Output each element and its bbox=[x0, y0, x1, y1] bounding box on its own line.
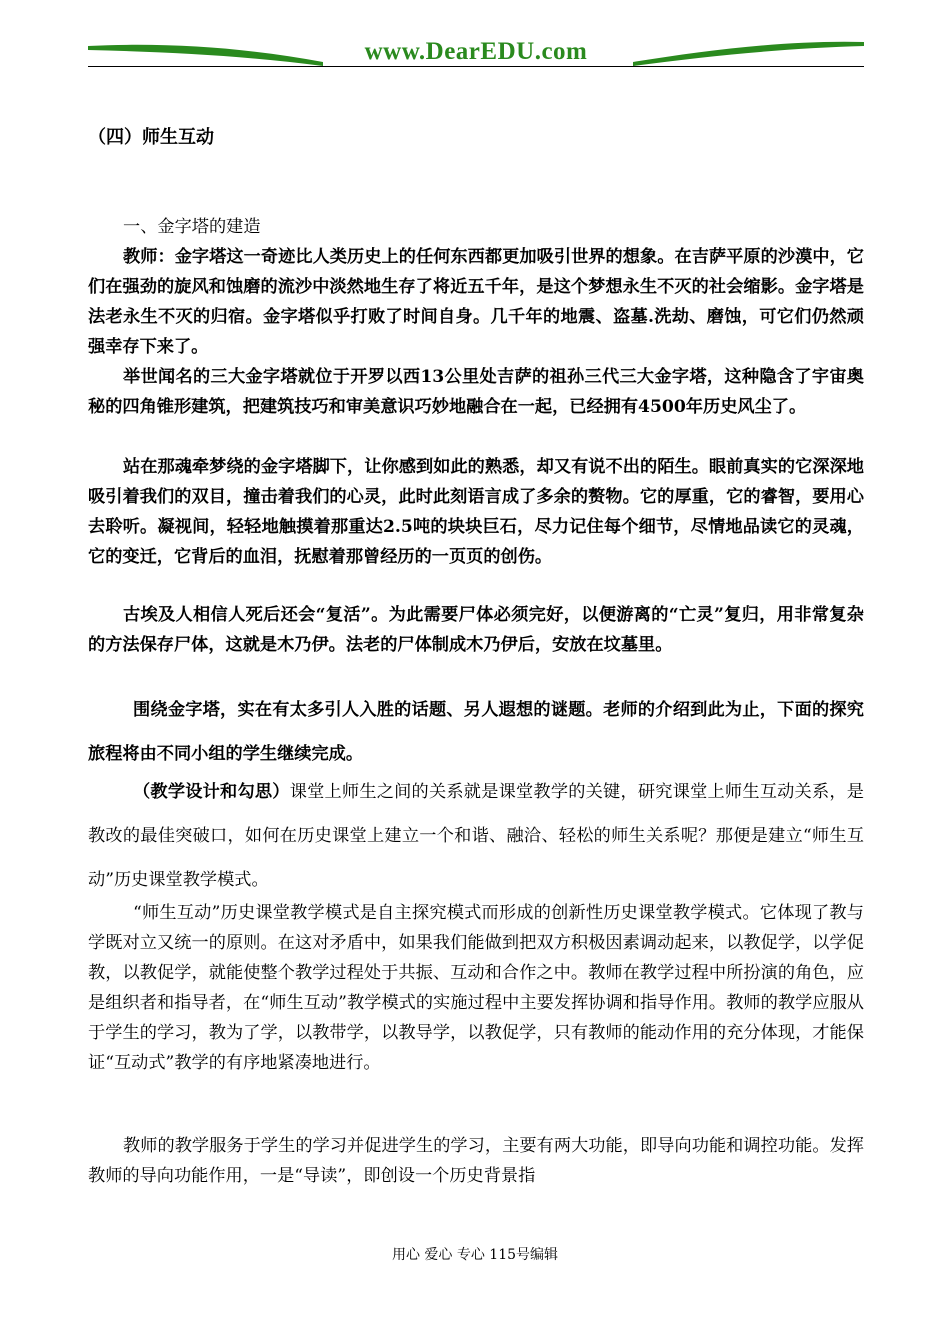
paragraph-transition: 围绕金字塔，实在有太多引人入胜的话题、另人遐想的谜题。老师的介绍到此为止，下面的探究旅程将由不同小组的学生继续完成。 bbox=[88, 700, 864, 764]
paragraph-standing-at-pyramid: 站在那魂牵梦绕的金字塔脚下，让你感到如此的熟悉，却又有说不出的陌生。眼前真实的它深深地吸引着我们的双目，撞击着我们的心灵，此时此刻语言成了多余的赘物。它的厚重，它的睿智，要用心去聆听。凝视间，轻轻地触摸着那重达2.5吨的块块巨石，尽力记住每个细节，尽情地品读它的灵魂，它的变迁，它背后的血泪，抚慰着那曾经历的一页页的创伤。 bbox=[88, 457, 864, 567]
paragraph-three-pyramids: 举世闻名的三大金字塔就位于开罗以西13公里处吉萨的祖孙三代三大金字塔，这种隐含了宇宙奥秘的四角锥形建筑，把建筑技巧和审美意识巧妙地融合在一起，已经拥有4500年历史风尘了。 bbox=[88, 367, 865, 417]
paragraph-mummies: 古埃及人相信人死后还会“复活”。为此需要尸体必须完好，以便游离的“亡灵”复归，用非常复杂的方法保存尸体，这就是木乃伊。法老的尸体制成木乃伊后，安放在坟墓里。 bbox=[88, 605, 864, 655]
design-idea-label: （教学设计和勾思） bbox=[133, 782, 290, 802]
paragraph-teacher-functions: 教师的教学服务于学生的学习并促进学生的学习，主要有两大功能，即导向功能和调控功能。发挥教师的导向功能作用，一是“导读”，即创设一个历史背景指 bbox=[88, 1136, 864, 1186]
subheading: 一、金字塔的建造 bbox=[123, 217, 261, 237]
page-footer: 用心 爱心 专心 115号编辑 bbox=[391, 1247, 559, 1263]
design-idea-text: 课堂上师生之间的关系就是课堂教学的关键，研究课堂上师生互动关系，是教改的最佳突破口，如何在历史课堂上建立一个和谐、融洽、轻松的师生关系呢？那便是建立“师生互动”历史课堂教学模式。 bbox=[88, 782, 864, 890]
paragraph-design-idea bbox=[88, 770, 864, 902]
paragraph-interaction-model: “师生互动”历史课堂教学模式是自主探究模式而形成的创新性历史课堂教学模式。它体现了教与学既对立又统一的原则。在这对矛盾中，如果我们能做到把双方积极因素调动起来，以教促学，以学促教，以教促学，就能使整个教学过程处于共振、互动和合作之中。教师在教学过程中所扮演的角色，应是组织者和指导者，在“师生互动”教学模式的实施过程中主要发挥协调和指导作用。教师的教学应服从于学生的学习，教为了学，以教带学，以教导学，以教促学，只有教师的能动作用的充分体现，才能保证“互动式”教学的有序地紧凑地进行。 bbox=[88, 903, 864, 1073]
section-title: （四）师生互动 bbox=[88, 127, 214, 148]
site-logo[interactable]: www.DearEDU.com bbox=[364, 38, 588, 65]
header-rule bbox=[88, 66, 864, 67]
paragraph-teacher-intro: 教师：金字塔这一奇迹比人类历史上的任何东西都更加吸引世界的想象。在吉萨平原的沙漠中，它们在强劲的旋风和蚀磨的流沙中淡然地生存了将近五千年，是这个梦想永生不灭的社会缩影。金字塔是法老永生不灭的归宿。金字塔似乎打败了时间自身。几千年的地震、盗墓.洗劫、磨蚀，可它们仍然顽强幸存下来了。 bbox=[88, 247, 864, 357]
